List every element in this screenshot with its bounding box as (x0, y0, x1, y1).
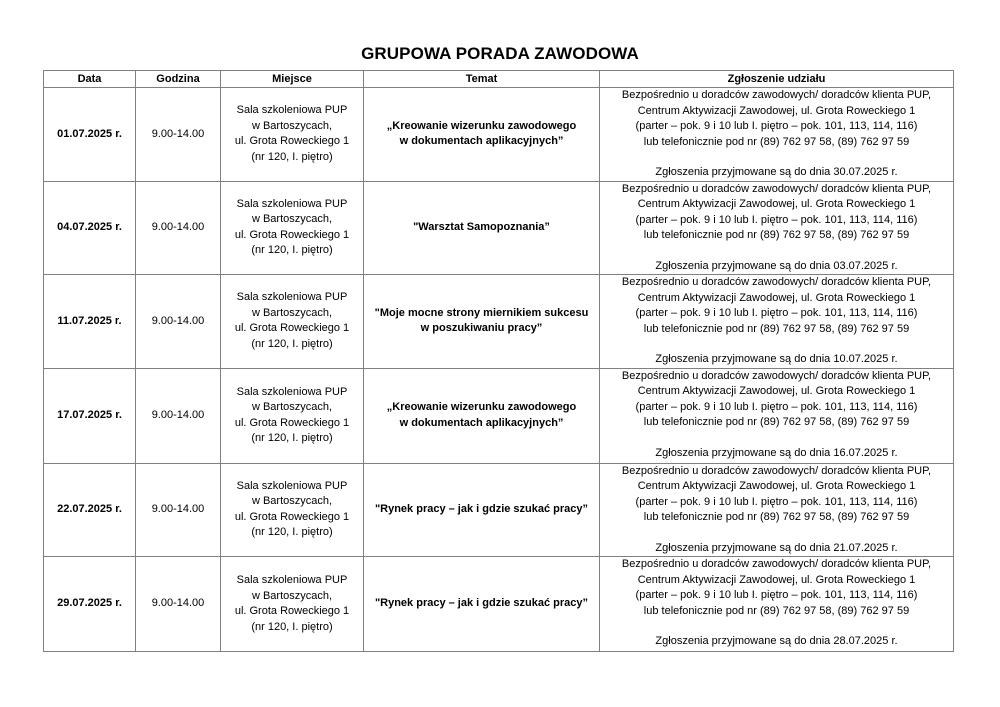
topic-line: „Kreowanie wizerunku zawodowego (386, 119, 577, 132)
cell-topic (364, 181, 600, 275)
place-line: (nr 120, I. piętro) (251, 244, 333, 257)
column-header-topic: Temat (364, 71, 600, 88)
place-line: Sala szkoleniowa PUP (236, 574, 348, 586)
signup-line: Centrum Aktywizacji Zawodowej, ul. Grota Roweckiego 1 (637, 198, 916, 210)
place-line: (nr 120, I. piętro) (251, 432, 333, 444)
cell-signup (600, 275, 954, 369)
cell-topic (364, 275, 600, 369)
signup-line: (parter – pok. 9 i 10 lub I. piętro – pok. 101, 113, 114, 116) (635, 495, 918, 508)
signup-line: Centrum Aktywizacji Zawodowej, ul. Grota Roweckiego 1 (637, 104, 916, 117)
topic-line: w dokumentach aplikacyjnych” (399, 416, 564, 429)
cell-topic (364, 557, 600, 652)
cell-date: 04.07.2025 r. (44, 181, 136, 275)
table-row (44, 181, 954, 275)
column-header-place: Miejsce (221, 71, 364, 88)
cell-time: 9.00-14.00 (136, 463, 221, 557)
cell-signup (600, 181, 954, 275)
signup-line: (parter – pok. 9 i 10 lub I. piętro – pok. 101, 113, 114, 116) (635, 589, 918, 601)
signup-line: Bezpośrednio u doradców zawodowych/ doradców klienta PUP, (621, 464, 932, 477)
signup-line: Bezpośrednio u doradców zawodowych/ doradców klienta PUP, (621, 369, 932, 382)
place-line: w Bartoszycach, (251, 213, 333, 226)
place-line: Sala szkoleniowa PUP (236, 291, 348, 304)
cell-date: 22.07.2025 r. (44, 463, 136, 557)
signup-deadline: Zgłoszenia przyjmowane są do dnia 16.07.2025 r. (655, 446, 898, 459)
table-row (44, 275, 954, 369)
place-line: (nr 120, I. piętro) (251, 150, 333, 163)
cell-signup (600, 463, 954, 557)
place-line: ul. Grota Roweckiego 1 (234, 510, 350, 523)
place-line: Sala szkoleniowa PUP (236, 479, 348, 492)
signup-line: (parter – pok. 9 i 10 lub I. piętro – pok. 101, 113, 114, 116) (635, 307, 918, 319)
cell-date: 11.07.2025 r. (44, 275, 136, 369)
place-line: w Bartoszycach, (251, 589, 333, 602)
place-line: w Bartoszycach, (251, 119, 333, 132)
cell-time: 9.00-14.00 (136, 557, 221, 652)
signup-deadline: Zgłoszenia przyjmowane są do dnia 03.07.2025 r. (655, 259, 898, 272)
place-line: Sala szkoleniowa PUP (236, 385, 348, 398)
signup-deadline: Zgłoszenia przyjmowane są do dnia 28.07.2025 r. (655, 635, 898, 647)
topic-line: "Rynek pracy – jak i gdzie szukać pracy” (374, 597, 589, 610)
place-line: ul. Grota Roweckiego 1 (234, 416, 350, 429)
cell-signup (600, 557, 954, 652)
signup-line: Bezpośrednio u doradców zawodowych/ doradców klienta PUP, (621, 558, 932, 570)
cell-place (221, 181, 364, 275)
place-line: (nr 120, I. piętro) (251, 337, 333, 350)
signup-line: Centrum Aktywizacji Zawodowej, ul. Grota Roweckiego 1 (637, 291, 916, 304)
signup-line: lub telefonicznie pod nr (89) 762 97 58, (89) 762 97 59 (643, 416, 910, 428)
topic-line: „Kreowanie wizerunku zawodowego (386, 401, 577, 413)
topic-line: "Moje mocne strony miernikiem sukcesu (374, 306, 589, 319)
cell-date: 17.07.2025 r. (44, 368, 136, 463)
signup-deadline: Zgłoszenia przyjmowane są do dnia 21.07.2025 r. (655, 541, 898, 554)
page-title: GRUPOWA PORADA ZAWODOWA (361, 44, 639, 63)
signup-line: Centrum Aktywizacji Zawodowej, ul. Grota Roweckiego 1 (637, 480, 916, 492)
cell-place (221, 88, 364, 182)
signup-line: lub telefonicznie pod nr (89) 762 97 58, (89) 762 97 59 (643, 135, 910, 148)
table-row (44, 557, 954, 652)
cell-time: 9.00-14.00 (136, 181, 221, 275)
cell-place (221, 557, 364, 652)
place-line: Sala szkoleniowa PUP (236, 104, 348, 117)
signup-line: lub telefonicznie pod nr (89) 762 97 58, (89) 762 97 59 (643, 229, 910, 241)
cell-place (221, 463, 364, 557)
schedule-table (43, 70, 954, 652)
place-line: w Bartoszycach, (251, 401, 333, 413)
signup-line: Centrum Aktywizacji Zawodowej, ul. Grota Roweckiego 1 (637, 385, 916, 397)
cell-topic (364, 88, 600, 182)
cell-topic (364, 463, 600, 557)
table-row (44, 368, 954, 463)
cell-time: 9.00-14.00 (136, 368, 221, 463)
signup-line: lub telefonicznie pod nr (89) 762 97 58, (89) 762 97 59 (643, 511, 910, 523)
signup-line: (parter – pok. 9 i 10 lub I. piętro – pok. 101, 113, 114, 116) (635, 213, 918, 226)
column-header-signup: Zgłoszenie udziału (600, 71, 954, 88)
place-line: ul. Grota Roweckiego 1 (234, 322, 350, 335)
signup-line: Centrum Aktywizacji Zawodowej, ul. Grota Roweckiego 1 (637, 573, 916, 586)
cell-date: 29.07.2025 r. (44, 557, 136, 652)
place-line: ul. Grota Roweckiego 1 (234, 135, 350, 148)
place-line: (nr 120, I. piętro) (251, 620, 333, 633)
cell-time: 9.00-14.00 (136, 275, 221, 369)
table-header-row (44, 71, 954, 88)
cell-place (221, 368, 364, 463)
signup-line: lub telefonicznie pod nr (89) 762 97 58, (89) 762 97 59 (643, 322, 910, 335)
cell-date: 01.07.2025 r. (44, 88, 136, 182)
place-line: ul. Grota Roweckiego 1 (234, 605, 350, 617)
signup-deadline: Zgłoszenia przyjmowane są do dnia 10.07.2025 r. (655, 353, 898, 365)
signup-line: Bezpośrednio u doradców zawodowych/ doradców klienta PUP, (621, 276, 932, 288)
cell-time: 9.00-14.00 (136, 88, 221, 182)
place-line: w Bartoszycach, (251, 306, 333, 319)
signup-line: (parter – pok. 9 i 10 lub I. piętro – pok. 101, 113, 114, 116) (635, 120, 918, 132)
place-line: (nr 120, I. piętro) (251, 526, 333, 539)
signup-deadline: Zgłoszenia przyjmowane są do dnia 30.07.2025 r. (655, 166, 898, 178)
signup-line: lub telefonicznie pod nr (89) 762 97 58, (89) 762 97 59 (643, 604, 910, 617)
place-line: ul. Grota Roweckiego 1 (234, 228, 350, 241)
place-line: Sala szkoleniowa PUP (236, 197, 348, 210)
topic-line: "Rynek pracy – jak i gdzie szukać pracy” (374, 503, 589, 515)
signup-line: Bezpośrednio u doradców zawodowych/ doradców klienta PUP, (621, 182, 932, 195)
cell-signup (600, 368, 954, 463)
topic-line: "Warsztat Samopoznania” (413, 221, 550, 233)
table-row (44, 88, 954, 182)
table-row (44, 463, 954, 557)
column-header-time: Godzina (136, 71, 221, 88)
signup-line: Bezpośrednio u doradców zawodowych/ doradców klienta PUP, (621, 89, 932, 101)
topic-line: w dokumentach aplikacyjnych” (399, 135, 564, 148)
column-header-date: Data (44, 71, 136, 88)
cell-signup (600, 88, 954, 182)
topic-line: w poszukiwaniu pracy” (420, 322, 543, 335)
table-body (44, 88, 954, 652)
signup-line: (parter – pok. 9 i 10 lub I. piętro – pok. 101, 113, 114, 116) (635, 400, 918, 413)
cell-topic (364, 368, 600, 463)
place-line: w Bartoszycach, (251, 495, 333, 508)
cell-place (221, 275, 364, 369)
